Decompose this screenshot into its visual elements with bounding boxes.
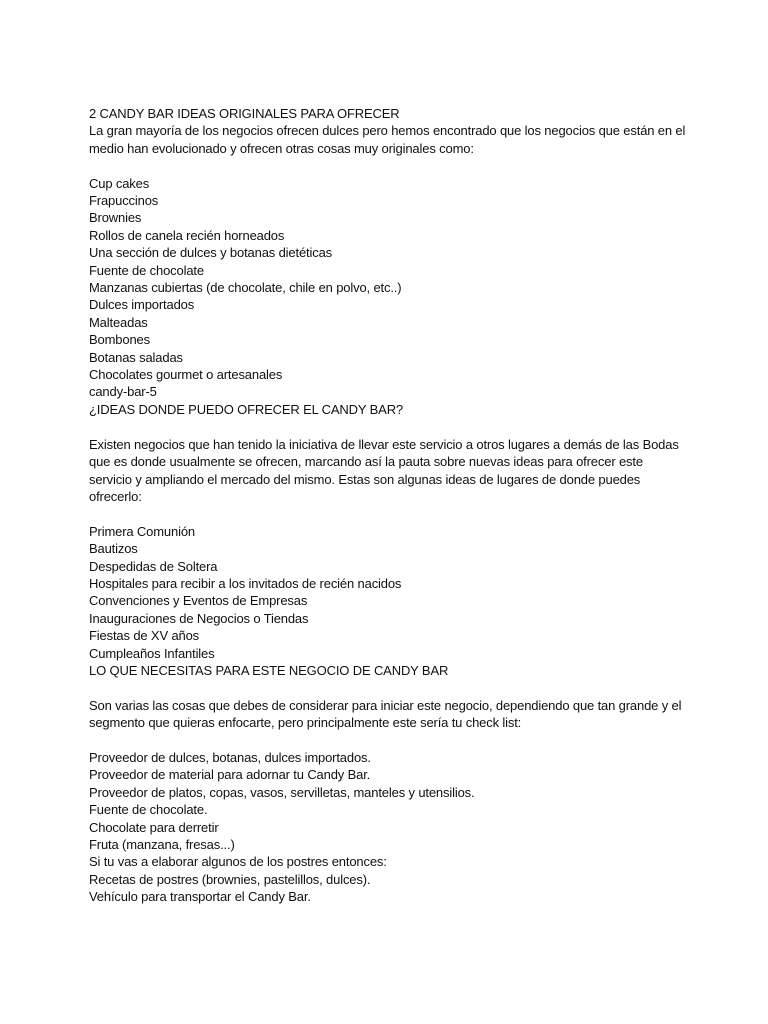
- list-item: Una sección de dulces y botanas dietéticas: [89, 245, 333, 261]
- paragraph-spacer: [89, 157, 689, 174]
- list-item: Frapuccinos: [89, 193, 159, 209]
- list-item: Cumpleaños Infantiles: [89, 645, 215, 661]
- needs-intro-line-1: Son varias las cosas que debes de considerar para iniciar este negocio, dependiendo que tan grande y el: [89, 697, 682, 713]
- intro-line-2: medio han evolucionado y ofrecen otras cosas muy originales como:: [89, 140, 474, 156]
- list-item: Cup cakes: [89, 175, 150, 191]
- list-item: Hospitales para recibir a los invitados de recién nacidos: [89, 575, 402, 591]
- document-page: [89, 105, 689, 906]
- section-heading-places: ¿IDEAS DONDE PUEDO OFRECER EL CANDY BAR?: [89, 401, 404, 417]
- checklist-item: Fuente de chocolate.: [89, 802, 208, 818]
- ideas-list: [89, 175, 689, 384]
- list-item: Bombones: [89, 332, 150, 348]
- list-item: Botanas saladas: [89, 349, 183, 365]
- paragraph-spacer: [89, 505, 689, 522]
- checklist-item: Proveedor de platos, copas, vasos, servilletas, manteles y utensilios.: [89, 784, 475, 800]
- list-item: Rollos de canela recién horneados: [89, 227, 285, 243]
- checklist-item: Chocolate para derretir: [89, 819, 219, 835]
- places-intro-line-1: Existen negocios que han tenido la iniciativa de llevar este servicio a otros lugares a demás de las Bodas: [89, 436, 679, 452]
- paragraph-spacer: [89, 418, 689, 435]
- checklist: [89, 749, 689, 906]
- list-item: Dulces importados: [89, 297, 195, 313]
- document-title: 2 CANDY BAR IDEAS ORIGINALES PARA OFRECER: [89, 106, 400, 121]
- list-item: Malteadas: [89, 314, 148, 330]
- paragraph-spacer: [89, 679, 689, 696]
- image-caption: candy-bar-5: [89, 384, 157, 400]
- section-heading-needs: LO QUE NECESITAS PARA ESTE NEGOCIO DE CANDY BAR: [89, 662, 449, 678]
- places-intro-line-3: servicio y ampliando el mercado del mismo. Estas son algunas ideas de lugares de donde puedes: [89, 471, 641, 487]
- intro-line-1: La gran mayoría de los negocios ofrecen dulces pero hemos encontrado que los negocios que están en el: [89, 123, 686, 139]
- list-item: Chocolates gourmet o artesanales: [89, 367, 283, 383]
- checklist-item: Proveedor de dulces, botanas, dulces importados.: [89, 749, 371, 765]
- checklist-item: Proveedor de material para adornar tu Candy Bar.: [89, 767, 371, 783]
- list-item: Manzanas cubiertas (de chocolate, chile en polvo, etc..): [89, 280, 402, 296]
- list-item: Primera Comunión: [89, 523, 195, 539]
- list-item: Convenciones y Eventos de Empresas: [89, 593, 308, 609]
- list-item: Inauguraciones de Negocios o Tiendas: [89, 610, 309, 626]
- places-intro-line-2: que es donde usualmente se ofrecen, marcando así la pauta sobre nuevas ideas para ofrecer este: [89, 454, 643, 470]
- needs-intro-line-2: segmento que quieras enfocarte, pero principalmente este sería tu check list:: [89, 715, 522, 731]
- list-item: Despedidas de Soltera: [89, 558, 218, 574]
- places-list: [89, 523, 689, 662]
- list-item: Fuente de chocolate: [89, 262, 204, 278]
- checklist-item: Fruta (manzana, fresas...): [89, 836, 235, 852]
- list-item: Fiestas de XV años: [89, 628, 200, 644]
- checklist-item: Vehículo para transportar el Candy Bar.: [89, 889, 311, 905]
- places-intro-line-4: ofrecerlo:: [89, 488, 142, 504]
- checklist-item: Recetas de postres (brownies, pastelillos, dulces).: [89, 871, 371, 887]
- paragraph-spacer: [89, 732, 689, 749]
- list-item: Brownies: [89, 210, 142, 226]
- checklist-item: Si tu vas a elaborar algunos de los postres entonces:: [89, 854, 387, 870]
- list-item: Bautizos: [89, 541, 138, 557]
